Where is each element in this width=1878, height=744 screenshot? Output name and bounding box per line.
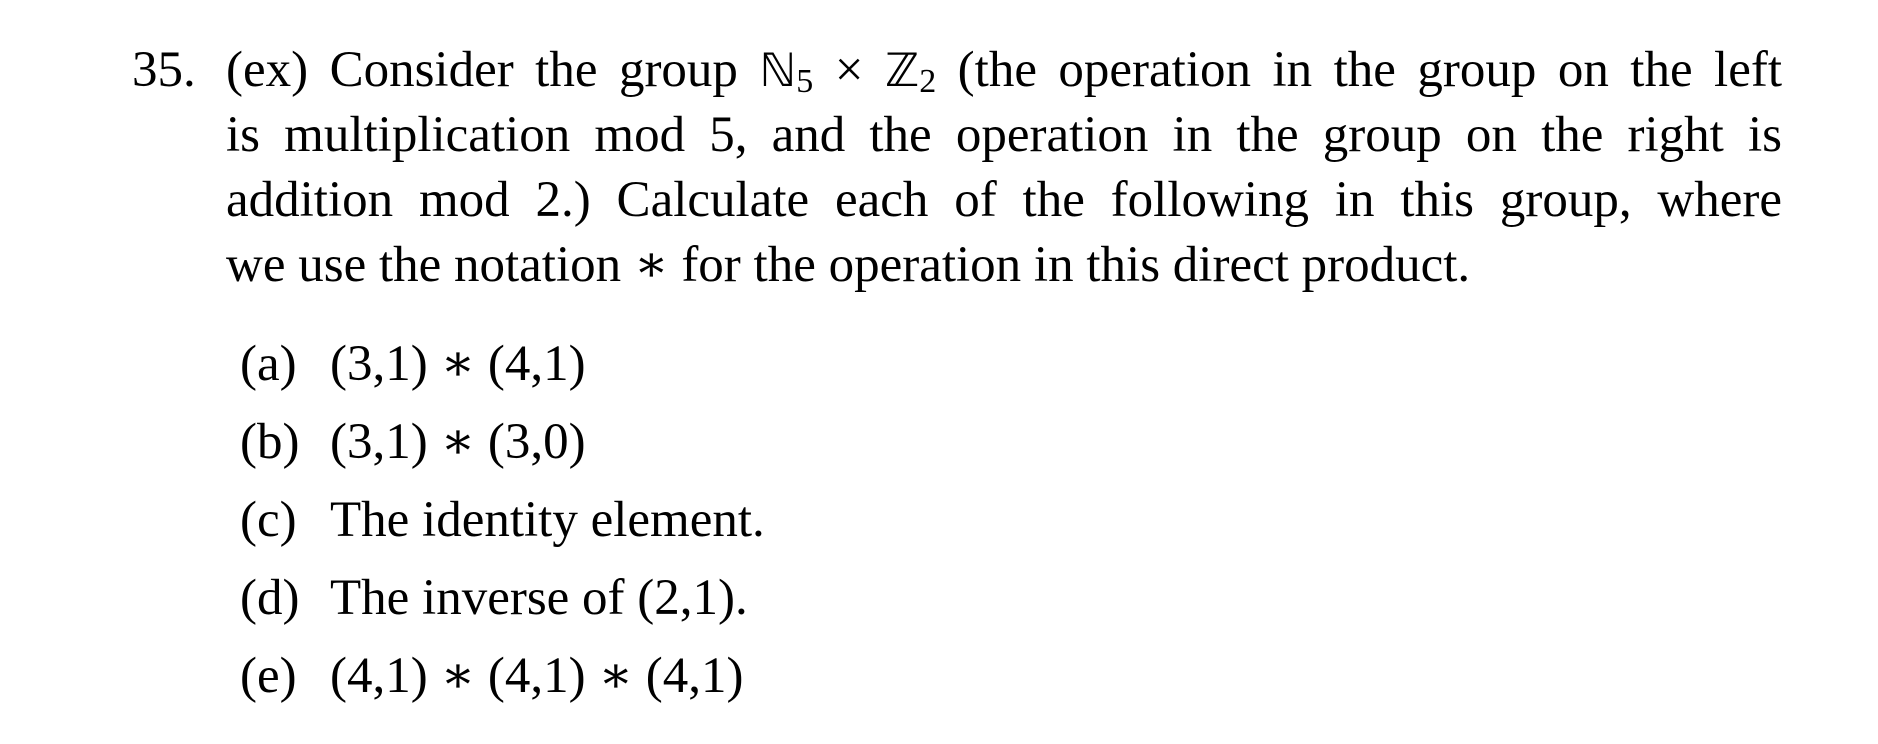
part-text: The identity element. xyxy=(330,492,765,548)
statement-line-1 xyxy=(226,38,1782,103)
part-text: The inverse of (2,1). xyxy=(330,570,748,626)
part-e xyxy=(240,644,765,722)
statement-line-1-start: (ex) Consider the group xyxy=(226,42,760,98)
problem-number: 35. xyxy=(132,42,196,98)
problem-statement xyxy=(226,38,1782,298)
times-symbol: × xyxy=(813,42,885,98)
part-d xyxy=(240,566,765,644)
part-label: (a) xyxy=(240,336,297,392)
part-label: (c) xyxy=(240,492,297,548)
statement-line-3: addition mod 2.) Calculate each of the following in this group, where xyxy=(226,172,1782,228)
part-text: (3,1) ∗ (4,1) xyxy=(330,336,586,392)
part-label: (b) xyxy=(240,414,300,470)
part-a xyxy=(240,332,765,410)
part-text: (4,1) ∗ (4,1) ∗ (4,1) xyxy=(330,648,744,704)
statement-line-4: we use the notation ∗ for the operation in this direct product. xyxy=(226,237,1471,293)
part-c xyxy=(240,488,765,566)
statement-line-1-end: (the operation in the group on the left xyxy=(936,42,1783,98)
part-text: (3,1) ∗ (3,0) xyxy=(330,414,586,470)
group-z-symbol: ℤ xyxy=(884,43,920,97)
group-z-subscript: 2 xyxy=(919,63,937,100)
part-label: (e) xyxy=(240,648,297,704)
part-label: (d) xyxy=(240,570,300,626)
group-n-symbol: ℕ xyxy=(759,43,797,97)
part-b xyxy=(240,410,765,488)
group-n-subscript: 5 xyxy=(796,63,814,100)
parts-list xyxy=(240,332,765,722)
statement-line-2: is multiplication mod 5, and the operation in the group on the right is xyxy=(226,107,1782,163)
